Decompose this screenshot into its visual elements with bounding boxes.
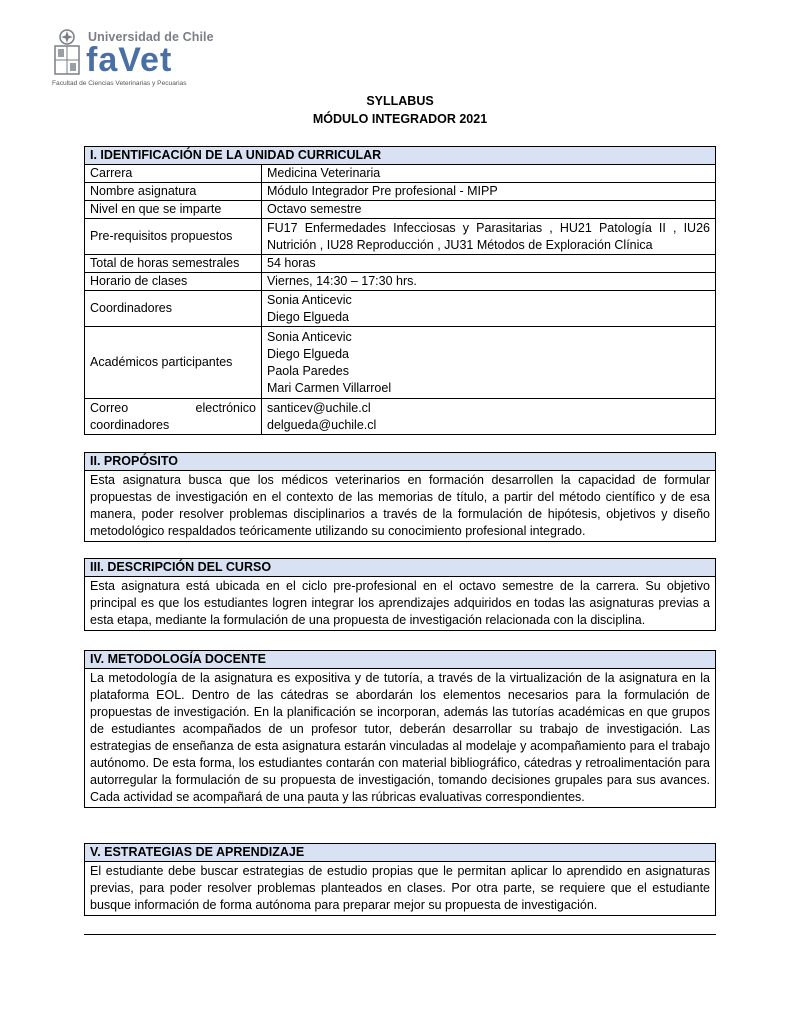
document-title: SYLLABUS (366, 94, 434, 108)
coordinator-name: Sonia Anticevic (267, 292, 352, 307)
purpose-header: II. PROPÓSITO (85, 453, 716, 471)
email-address: santicev@uchile.cl (267, 400, 371, 415)
row-label: Horario de clases (85, 273, 262, 291)
row-value: Octavo semestre (262, 201, 716, 219)
faculty-logo (52, 28, 222, 88)
course-description-header: III. DESCRIPCIÓN DEL CURSO (85, 559, 716, 577)
table-row (85, 201, 716, 219)
learning-strategies-section (84, 843, 716, 916)
purpose-text: Esta asignatura busca que los médicos veterinarios en formación desarrollen la capacidad de formular propuestas de investigación en el contexto de las memorias de título, a partir del método científico y de esa manera, poder resolver problemas disciplinarios a través de la formulación de hipótesis, objetivos y diseño metodológico respaldados teóricamente utilizando su conocimiento profesional integrado. (85, 471, 716, 542)
row-value: FU17 Enfermedades Infecciosas y Parasitarias , HU21 Patología II , IU26 Nutrición , IU28 Reproducción , JU31 Métodos de Exploración Clínica (262, 219, 716, 255)
row-label: Nivel en que se imparte (85, 201, 262, 219)
table-row (85, 165, 716, 183)
table-row (85, 399, 716, 435)
row-value: Viernes, 14:30 – 17:30 hrs. (262, 273, 716, 291)
email-label: Correo electrónico coordinadores (85, 399, 262, 435)
table-row (85, 183, 716, 201)
table-row (85, 327, 716, 399)
coordinator-name: Diego Elgueda (267, 309, 350, 324)
brand-name: faVet (86, 41, 173, 79)
identification-table (84, 146, 716, 435)
table-row (85, 273, 716, 291)
table-row (85, 291, 716, 327)
row-value: Módulo Integrador Pre profesional - MIPP (262, 183, 716, 201)
email-address: delgueda@uchile.cl (267, 417, 377, 432)
document-subtitle: MÓDULO INTEGRADOR 2021 (312, 112, 488, 126)
course-description-section (84, 558, 716, 631)
academic-name: Diego Elgueda (267, 346, 350, 361)
university-crest-icon (52, 28, 82, 78)
footer-divider (84, 934, 716, 935)
methodology-text: La metodología de la asignatura es expositiva y de tutoría, a través de la virtualización de la asignatura en la plataforma EOL. Dentro de las cátedras se abordarán los elementos necesarios para la formulación de propuestas de investigación. En la planificación se incorporan, además las tutorías académicas en que grupos de estudiantes acompañados de un profesor tutor, deberán desarrollar su trabajo de investigación. Las estrategias de enseñanza de esta asignatura estarán vinculadas al modelaje y acompañamiento para el trabajo autónomo. De esta forma, los estudiantes contarán con material bibliográfico, cátedras y retroalimentación para autorregular la formulación de su propuesta de investigación, tomando decisiones grupales para sus avances. Cada actividad se acompañará de una pauta y las rúbricas evaluativas correspondientes. (85, 669, 716, 808)
learning-strategies-header: V. ESTRATEGIAS DE APRENDIZAJE (85, 844, 716, 862)
coordinators-value (262, 291, 716, 327)
academic-name: Sonia Anticevic (267, 329, 352, 344)
faculty-name: Facultad de Ciencias Veterinarias y Pecuarias (52, 80, 187, 87)
academic-name: Mari Carmen Villarroel (267, 380, 392, 395)
course-description-text: Esta asignatura está ubicada en el ciclo pre-profesional en el octavo semestre de la carrera. Su objetivo principal es que los estudiantes logren integrar los aprendizajes adquiridos en todas las asignaturas previas a esta etapa, mediante la formulación de una propuesta de investigación relacionada con la disciplina. (85, 577, 716, 631)
row-label: Total de horas semestrales (85, 255, 262, 273)
row-value: Medicina Veterinaria (262, 165, 716, 183)
email-value (262, 399, 716, 435)
row-label: Nombre asignatura (85, 183, 262, 201)
purpose-section (84, 452, 716, 542)
identification-header: I. IDENTIFICACIÓN DE LA UNIDAD CURRICULAR (85, 147, 716, 165)
methodology-header: IV. METODOLOGÍA DOCENTE (85, 651, 716, 669)
coordinators-label: Coordinadores (85, 291, 262, 327)
university-name: Universidad de Chile (88, 30, 214, 44)
row-label: Pre-requisitos propuestos (85, 219, 262, 255)
methodology-section (84, 650, 716, 808)
academic-name: Paola Paredes (267, 363, 350, 378)
row-value: 54 horas (262, 255, 716, 273)
table-row (85, 255, 716, 273)
row-label: Carrera (85, 165, 262, 183)
learning-strategies-text: El estudiante debe buscar estrategias de estudio propias que le permitan aplicar lo aprendido en asignaturas previas, para poder resolver problemas planteados en clases. Por otra parte, se requiere que el estudiante busque información de forma autónoma para preparar mejor su propuesta de investigación. (85, 862, 716, 916)
academics-value (262, 327, 716, 399)
academics-label: Académicos participantes (85, 327, 262, 399)
table-row (85, 219, 716, 255)
